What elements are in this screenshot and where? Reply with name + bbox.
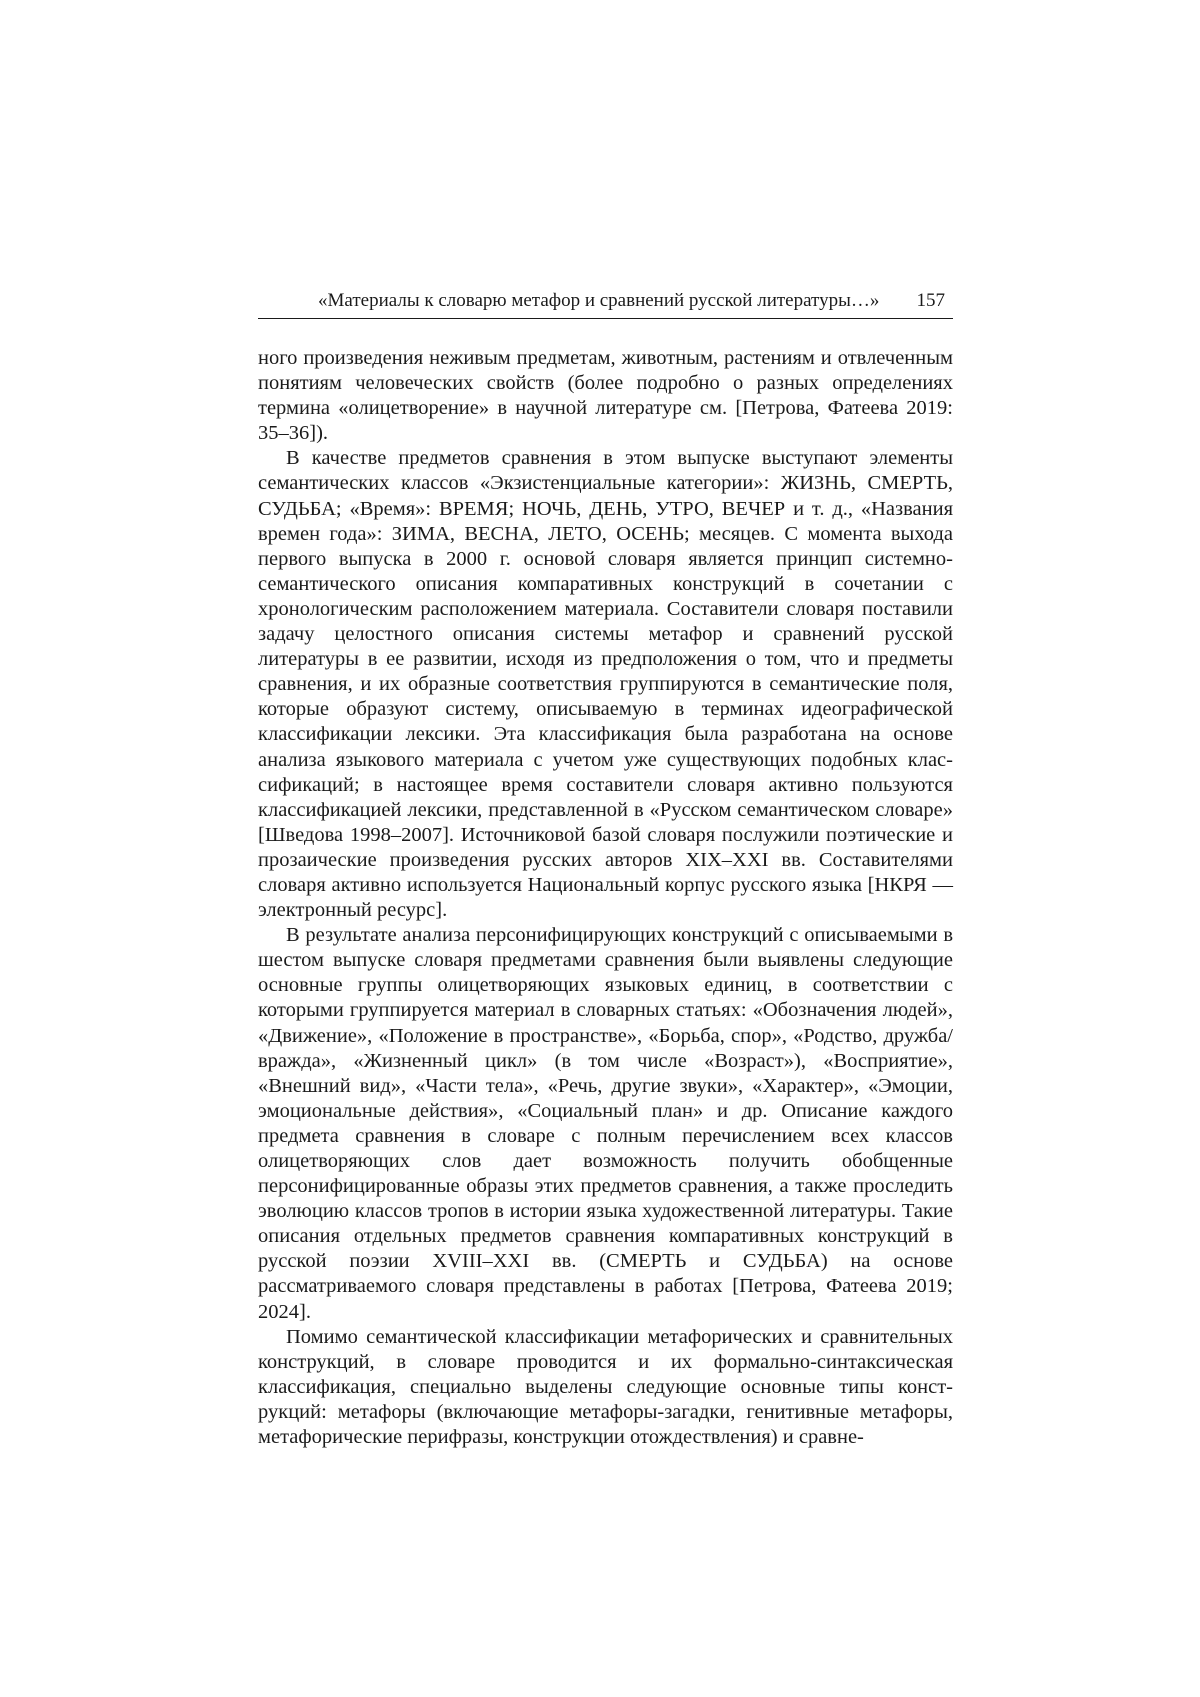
body-text (258, 346, 953, 1450)
header-title: «Материалы к словарю метафор и сравнений русской литературы…» (318, 290, 880, 311)
running-header (258, 288, 953, 319)
page-number: 157 (916, 290, 945, 311)
paragraph: В качестве предметов сравнения в этом выпуске выступают элементы семантических классов «Экзистенциальные категории»: ЖИЗНЬ, СМЕРТЬ, СУДЬБА; «Время»: ВРЕМЯ; НОЧЬ, ДЕНЬ, УТРО, ВЕЧЕР и т. д., «Названия времен года»: ЗИМА, ВЕСНА, ЛЕТО, ОСЕНЬ; месяцев. С момента выхода первого выпуска в 2000 г. основой словаря является принцип системно-семантического описания компаративных конструкций в сочетании с хронологическим расположением материала. Составители словаря поставили задачу целостного описания системы метафор и сравнений русской литературы в ее развитии, исходя из предположения о том, что и предметы сравнения, и их образные соответствия группируются в семантические поля, которые образуют систему, описываемую в терминах идеографической классификации лексики. Эта классификация была разработана на основе анализа языкового материала с учетом уже существующих подобных классификаций; в настоящее время составители словаря активно пользуются классификацией лексики, представленной в «Русском семантическом словаре» [Шведова 1998–2007]. Источниковой базой словаря послужили поэтические и прозаические произведения русских авторов XIX–XXI вв. Составителями словаря активно используется Национальный корпус русского языка [НКРЯ — электронный ресурс]. (258, 447, 953, 922)
paragraph-continuation: ного произведения неживым предметам, животным, растениям и отвлеченным понятиям человеческих свойств (более подробно о разных определениях термина «олицетворение» в научной литературе см. [Петрова, Фатеева 2019: 35–36]). (258, 347, 953, 445)
paragraph: В результате анализа персонифицирующих конструкций с описываемыми в шестом выпуске словаря предметами сравнения были выявлены следующие основные группы олицетворяющих языковых единиц, в соответствии с которыми группируется материал в словарных статьях: «Обозначения людей», «Движение», «Положение в пространстве», «Борьба, спор», «Родство, дружба/вражда», «Жизненный цикл» (в том числе «Возраст»), «Восприятие», «Внешний вид», «Части тела», «Речь, другие звуки», «Характер», «Эмоции, эмоциональные действия», «Социальный план» и др. Описание каждого предмета сравнения в словаре с полным перечислением всех классов олицетворяющих слов дает возможность получить обобщенные персонифицированные образы этих предметов сравнения, а также проследить эволюцию классов тропов в истории языка художественной литературы. Такие описания отдельных предметов сравнения компаративных конструкций в русской поэзии XVIII–XXI вв. (СМЕРТЬ и СУДЬБА) на основе рассматриваемого словаря представлены в работах [Петрова, Фатеева 2019; 2024]. (258, 924, 953, 1323)
paragraph: Помимо семантической классификации метафорических и сравнительных конструкций, в словаре проводится и их формально-синтаксическая классификация, специально выделены следующие основные типы конструкций: метафоры (включающие метафоры-загадки, генитивные метафоры, метафорические перифразы, конструкции отождествления) и сравне- (258, 1325, 953, 1449)
